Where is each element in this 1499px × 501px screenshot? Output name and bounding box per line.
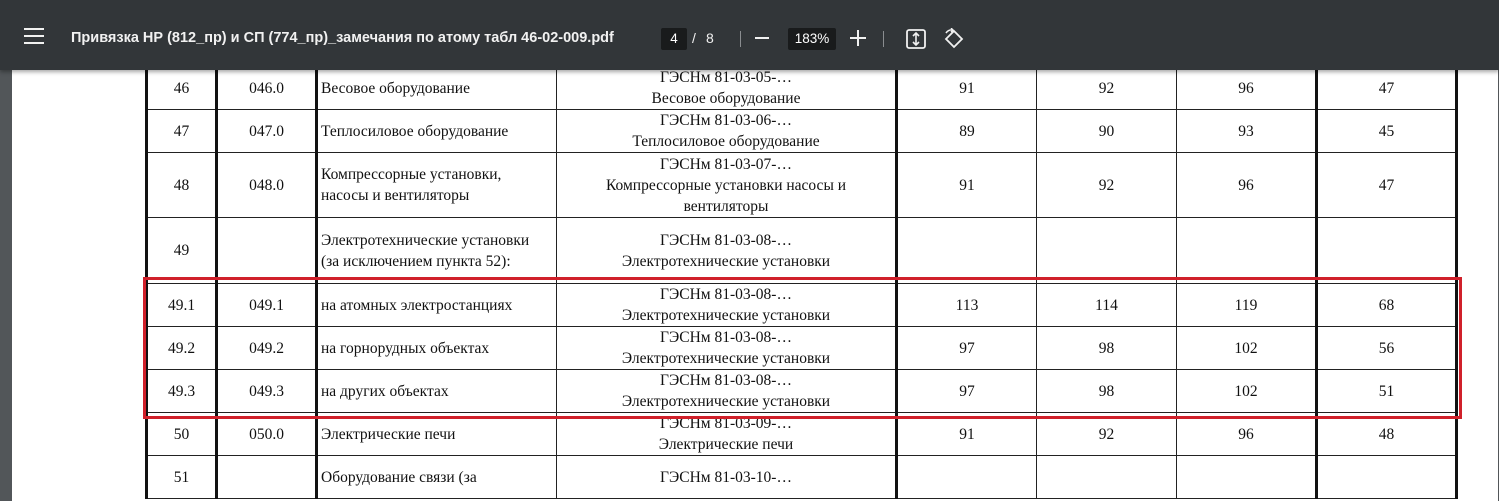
row-reference xyxy=(557,110,897,153)
value-cell: 56 xyxy=(1317,327,1457,370)
pdf-page xyxy=(12,70,1498,501)
table-row xyxy=(147,284,1457,327)
row-name-line: Электрические печи xyxy=(321,425,456,443)
value-cell xyxy=(1037,456,1177,499)
value-cell: 47 xyxy=(1317,70,1457,110)
row-code: 046.0 xyxy=(217,70,317,110)
table-row xyxy=(147,456,1457,499)
row-number: 47 xyxy=(147,110,217,153)
row-reference-line: Электротехнические установки xyxy=(621,393,831,410)
row-name-line: Оборудование связи (за xyxy=(321,468,477,486)
row-reference-line: ГЭСНм 81-03-10-… xyxy=(660,468,792,486)
row-reference xyxy=(557,413,897,456)
row-number: 48 xyxy=(147,153,217,218)
value-cell: 102 xyxy=(1177,370,1317,413)
value-cell: 51 xyxy=(1317,370,1457,413)
row-reference-line: ГЭСНм 81-03-08-… xyxy=(660,231,792,249)
value-cell: 119 xyxy=(1177,284,1317,327)
row-reference-line: ГЭСНм 81-03-05-… xyxy=(660,70,792,86)
value-cell: 91 xyxy=(897,153,1037,218)
row-name-line: на других объектах xyxy=(321,382,449,400)
row-number: 49.2 xyxy=(147,327,217,370)
row-reference-line: ГЭСНм 81-03-09-… xyxy=(660,415,792,432)
value-cell: 47 xyxy=(1317,153,1457,218)
row-name-line: Весовое оборудование xyxy=(321,79,470,97)
row-reference-line: Компрессорные установки насосы и xyxy=(605,176,847,194)
value-cell xyxy=(1317,218,1457,284)
row-name-line: насосы и вентиляторы xyxy=(321,187,470,204)
row-code: 047.0 xyxy=(217,110,317,153)
row-name xyxy=(317,284,557,327)
value-cell: 89 xyxy=(897,110,1037,153)
row-number: 49.1 xyxy=(147,284,217,327)
row-reference-line: ГЭСНм 81-03-06-… xyxy=(660,112,792,129)
row-number: 49.3 xyxy=(147,370,217,413)
row-name xyxy=(317,456,557,499)
row-name-line: Теплосиловое оборудование xyxy=(321,122,509,140)
value-cell: 91 xyxy=(897,70,1037,110)
row-name-line: на атомных электростанциях xyxy=(321,296,513,314)
row-number: 50 xyxy=(147,413,217,456)
value-cell: 98 xyxy=(1037,327,1177,370)
value-cell: 92 xyxy=(1037,413,1177,456)
table-row xyxy=(147,70,1457,110)
pdf-toolbar xyxy=(0,0,1499,70)
document-viewport[interactable] xyxy=(0,70,1499,501)
row-reference-line: Электротехнические установки xyxy=(621,252,831,270)
document-title: Привязка НР (812_пр) и СП (774_пр)_замечания по атому табл 46-02-009.pdf xyxy=(71,30,614,46)
value-cell: 48 xyxy=(1317,413,1457,456)
row-reference-line: Весовое оборудование xyxy=(651,90,801,107)
value-cell xyxy=(897,456,1037,499)
row-name-line: Компрессорные установки, xyxy=(321,166,502,183)
page-separator: / xyxy=(692,30,696,46)
row-name-line: Электротехнические установки xyxy=(321,231,530,249)
value-cell: 96 xyxy=(1177,70,1317,110)
row-code xyxy=(217,456,317,499)
value-cell: 97 xyxy=(897,370,1037,413)
zoom-in-icon[interactable] xyxy=(850,30,866,46)
row-reference xyxy=(557,284,897,327)
value-cell: 92 xyxy=(1037,153,1177,218)
table-row xyxy=(147,110,1457,153)
row-name-line: на горнорудных объектах xyxy=(321,339,490,357)
value-cell: 97 xyxy=(897,327,1037,370)
value-cell: 91 xyxy=(897,413,1037,456)
row-code: 048.0 xyxy=(217,153,317,218)
row-number: 49 xyxy=(147,218,217,284)
rates-table xyxy=(145,70,1458,499)
row-reference-line: ГЭСНм 81-03-08-… xyxy=(660,372,792,389)
zoom-out-icon[interactable] xyxy=(755,37,769,39)
row-code: 050.0 xyxy=(217,413,317,456)
row-reference-line: Теплосиловое оборудование xyxy=(632,133,820,150)
table-row xyxy=(147,370,1457,413)
page-number-input[interactable]: 4 xyxy=(661,28,687,50)
row-name xyxy=(317,110,557,153)
fit-to-page-icon[interactable] xyxy=(905,28,927,50)
value-cell: 114 xyxy=(1037,284,1177,327)
row-name xyxy=(317,218,557,284)
table-row xyxy=(147,413,1457,456)
value-cell xyxy=(1177,456,1317,499)
value-cell: 45 xyxy=(1317,110,1457,153)
table-row xyxy=(147,153,1457,218)
table-row xyxy=(147,218,1457,284)
row-reference-line: ГЭСНм 81-03-08-… xyxy=(660,329,792,346)
row-reference-line: вентиляторы xyxy=(683,197,769,215)
value-cell xyxy=(1037,218,1177,284)
value-cell xyxy=(1177,218,1317,284)
row-name xyxy=(317,327,557,370)
row-name xyxy=(317,413,557,456)
table-row xyxy=(147,327,1457,370)
value-cell: 68 xyxy=(1317,284,1457,327)
row-number: 46 xyxy=(147,70,217,110)
row-code: 049.2 xyxy=(217,327,317,370)
row-reference-line: Электрические печи xyxy=(658,436,794,453)
page-total: 8 xyxy=(706,30,714,46)
zoom-level-input[interactable]: 183% xyxy=(788,28,836,50)
row-reference-line: Электротехнические установки xyxy=(621,307,831,324)
value-cell: 98 xyxy=(1037,370,1177,413)
value-cell: 96 xyxy=(1177,153,1317,218)
row-reference xyxy=(557,370,897,413)
toolbar-divider xyxy=(883,31,884,47)
row-code: 049.1 xyxy=(217,284,317,327)
value-cell: 93 xyxy=(1177,110,1317,153)
value-cell xyxy=(1317,456,1457,499)
row-reference-line: Электротехнические установки xyxy=(621,350,831,367)
row-reference xyxy=(557,70,897,110)
menu-icon[interactable] xyxy=(24,28,44,44)
value-cell: 90 xyxy=(1037,110,1177,153)
row-reference xyxy=(557,218,897,284)
value-cell: 102 xyxy=(1177,327,1317,370)
row-reference xyxy=(557,153,897,218)
row-reference xyxy=(557,456,897,499)
rotate-icon[interactable] xyxy=(943,28,965,50)
value-cell: 96 xyxy=(1177,413,1317,456)
row-reference xyxy=(557,327,897,370)
value-cell: 92 xyxy=(1037,70,1177,110)
row-name xyxy=(317,370,557,413)
row-number: 51 xyxy=(147,456,217,499)
value-cell xyxy=(897,218,1037,284)
row-reference-line: ГЭСНм 81-03-08-… xyxy=(660,286,792,303)
row-code: 049.3 xyxy=(217,370,317,413)
row-reference-line: ГЭСНм 81-03-07-… xyxy=(660,155,792,173)
row-code xyxy=(217,218,317,284)
row-name xyxy=(317,70,557,110)
row-name-line: (за исключением пункта 52): xyxy=(321,252,511,270)
row-name xyxy=(317,153,557,218)
value-cell: 113 xyxy=(897,284,1037,327)
toolbar-divider xyxy=(740,31,741,47)
